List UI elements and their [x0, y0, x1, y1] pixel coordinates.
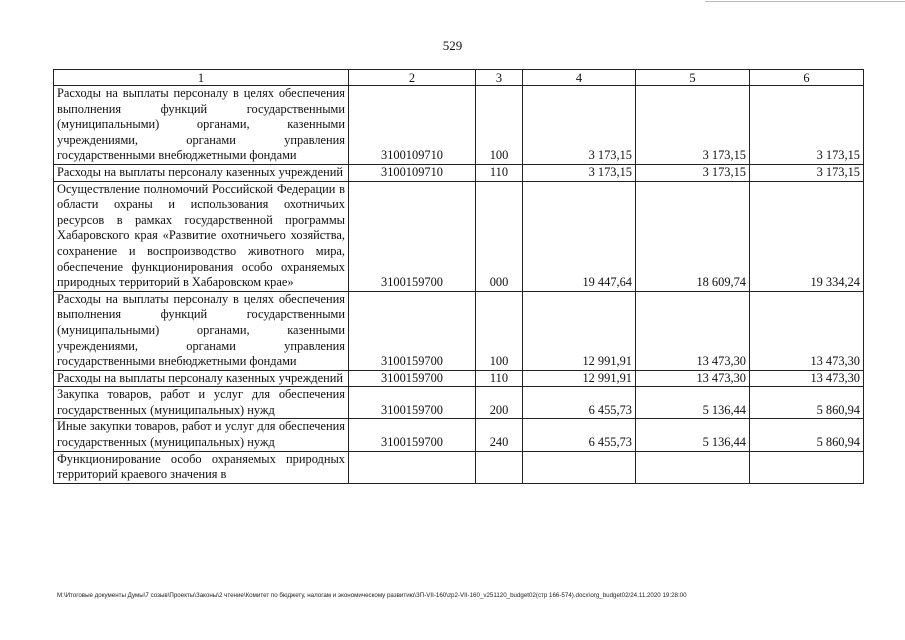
header-cell: 3 — [476, 70, 523, 86]
header-cell: 1 — [54, 70, 349, 86]
target-code-cell: 3100159700 — [349, 181, 476, 291]
amount-cell — [523, 451, 636, 483]
amount-cell — [750, 451, 864, 483]
amount-cell: 5 860,94 — [750, 387, 864, 419]
amount-cell: 19 334,24 — [750, 181, 864, 291]
expense-name-cell: Расходы на выплаты персоналу в целях обеспечения выполнения функций государственными (муниципальными) органами, казенными учреждениями, органами управления государственными внебюджетными фондами — [54, 291, 349, 370]
amount-cell: 3 173,15 — [750, 86, 864, 165]
amount-cell: 3 173,15 — [523, 86, 636, 165]
amount-cell: 5 136,44 — [636, 387, 750, 419]
target-code-cell: 3100109710 — [349, 86, 476, 165]
table-row — [54, 86, 864, 165]
amount-cell: 19 447,64 — [523, 181, 636, 291]
expense-type-cell — [476, 451, 523, 483]
expense-name-cell: Расходы на выплаты персоналу в целях обеспечения выполнения функций государственными (муниципальными) органами, казенными учреждениями, органами управления государственными внебюджетными фондами — [54, 86, 349, 165]
amount-cell: 3 173,15 — [750, 164, 864, 181]
target-code-cell: 3100159700 — [349, 370, 476, 387]
expense-type-cell: 100 — [476, 86, 523, 165]
target-code-cell: 3100159700 — [349, 387, 476, 419]
header-cell: 6 — [750, 70, 864, 86]
expense-name-cell: Иные закупки товаров, работ и услуг для обеспечения государственных (муниципальных) нужд — [54, 419, 349, 451]
amount-cell: 3 173,15 — [636, 164, 750, 181]
table-row — [54, 387, 864, 419]
amount-cell: 13 473,30 — [636, 291, 750, 370]
expense-type-cell: 000 — [476, 181, 523, 291]
table-row — [54, 164, 864, 181]
top-edge-line — [705, 1, 905, 2]
target-code-cell: 3100109710 — [349, 164, 476, 181]
target-code-cell: 3100159700 — [349, 419, 476, 451]
table-header-row — [54, 70, 864, 86]
header-cell: 4 — [523, 70, 636, 86]
amount-cell: 13 473,30 — [636, 370, 750, 387]
target-code-cell — [349, 451, 476, 483]
table-row — [54, 181, 864, 291]
expense-type-cell: 110 — [476, 370, 523, 387]
expense-name-cell: Осуществление полномочий Российской Федерации в области охраны и использования охотничьих ресурсов в рамках государственной программы Хабаровского края «Развитие охотничьего хозяйства, сохранение и воспроизводство животного мира, обеспечение функционирования особо охраняемых природных территорий в Хабаровском крае» — [54, 181, 349, 291]
expense-name-cell: Закупка товаров, работ и услуг для обеспечения государственных (муниципальных) нужд — [54, 387, 349, 419]
expense-type-cell: 240 — [476, 419, 523, 451]
amount-cell: 5 136,44 — [636, 419, 750, 451]
header-cell: 2 — [349, 70, 476, 86]
expense-type-cell: 200 — [476, 387, 523, 419]
amount-cell: 6 455,73 — [523, 387, 636, 419]
expense-type-cell: 100 — [476, 291, 523, 370]
amount-cell: 5 860,94 — [750, 419, 864, 451]
amount-cell: 13 473,30 — [750, 291, 864, 370]
table-row-continued — [54, 451, 864, 483]
amount-cell: 13 473,30 — [750, 370, 864, 387]
table-row — [54, 291, 864, 370]
amount-cell — [636, 451, 750, 483]
amount-cell: 12 991,91 — [523, 291, 636, 370]
budget-table — [53, 69, 864, 484]
table-row — [54, 370, 864, 387]
amount-cell: 12 991,91 — [523, 370, 636, 387]
document-path-footer: M:\Итоговые документы Думы\7 созыв\Проекты\Законы\2 чтение\Комитет по бюджету, налогам и экономическому развитию\ЗП-VII-160\zp2-VII-160_v251120_budget02(стр 166-574).docx\org_budget02/24.11.2020 19:28:00 — [57, 592, 687, 599]
amount-cell: 6 455,73 — [523, 419, 636, 451]
amount-cell: 18 609,74 — [636, 181, 750, 291]
expense-name-cell: Функционирование особо охраняемых природных территорий краевого значения в — [54, 451, 349, 483]
amount-cell: 3 173,15 — [636, 86, 750, 165]
expense-name-cell: Расходы на выплаты персоналу казенных учреждений — [54, 164, 349, 181]
expense-name-cell: Расходы на выплаты персоналу казенных учреждений — [54, 370, 349, 387]
table-row — [54, 419, 864, 451]
page-number: 529 — [442, 38, 463, 53]
header-cell: 5 — [636, 70, 750, 86]
amount-cell: 3 173,15 — [523, 164, 636, 181]
expense-type-cell: 110 — [476, 164, 523, 181]
target-code-cell: 3100159700 — [349, 291, 476, 370]
